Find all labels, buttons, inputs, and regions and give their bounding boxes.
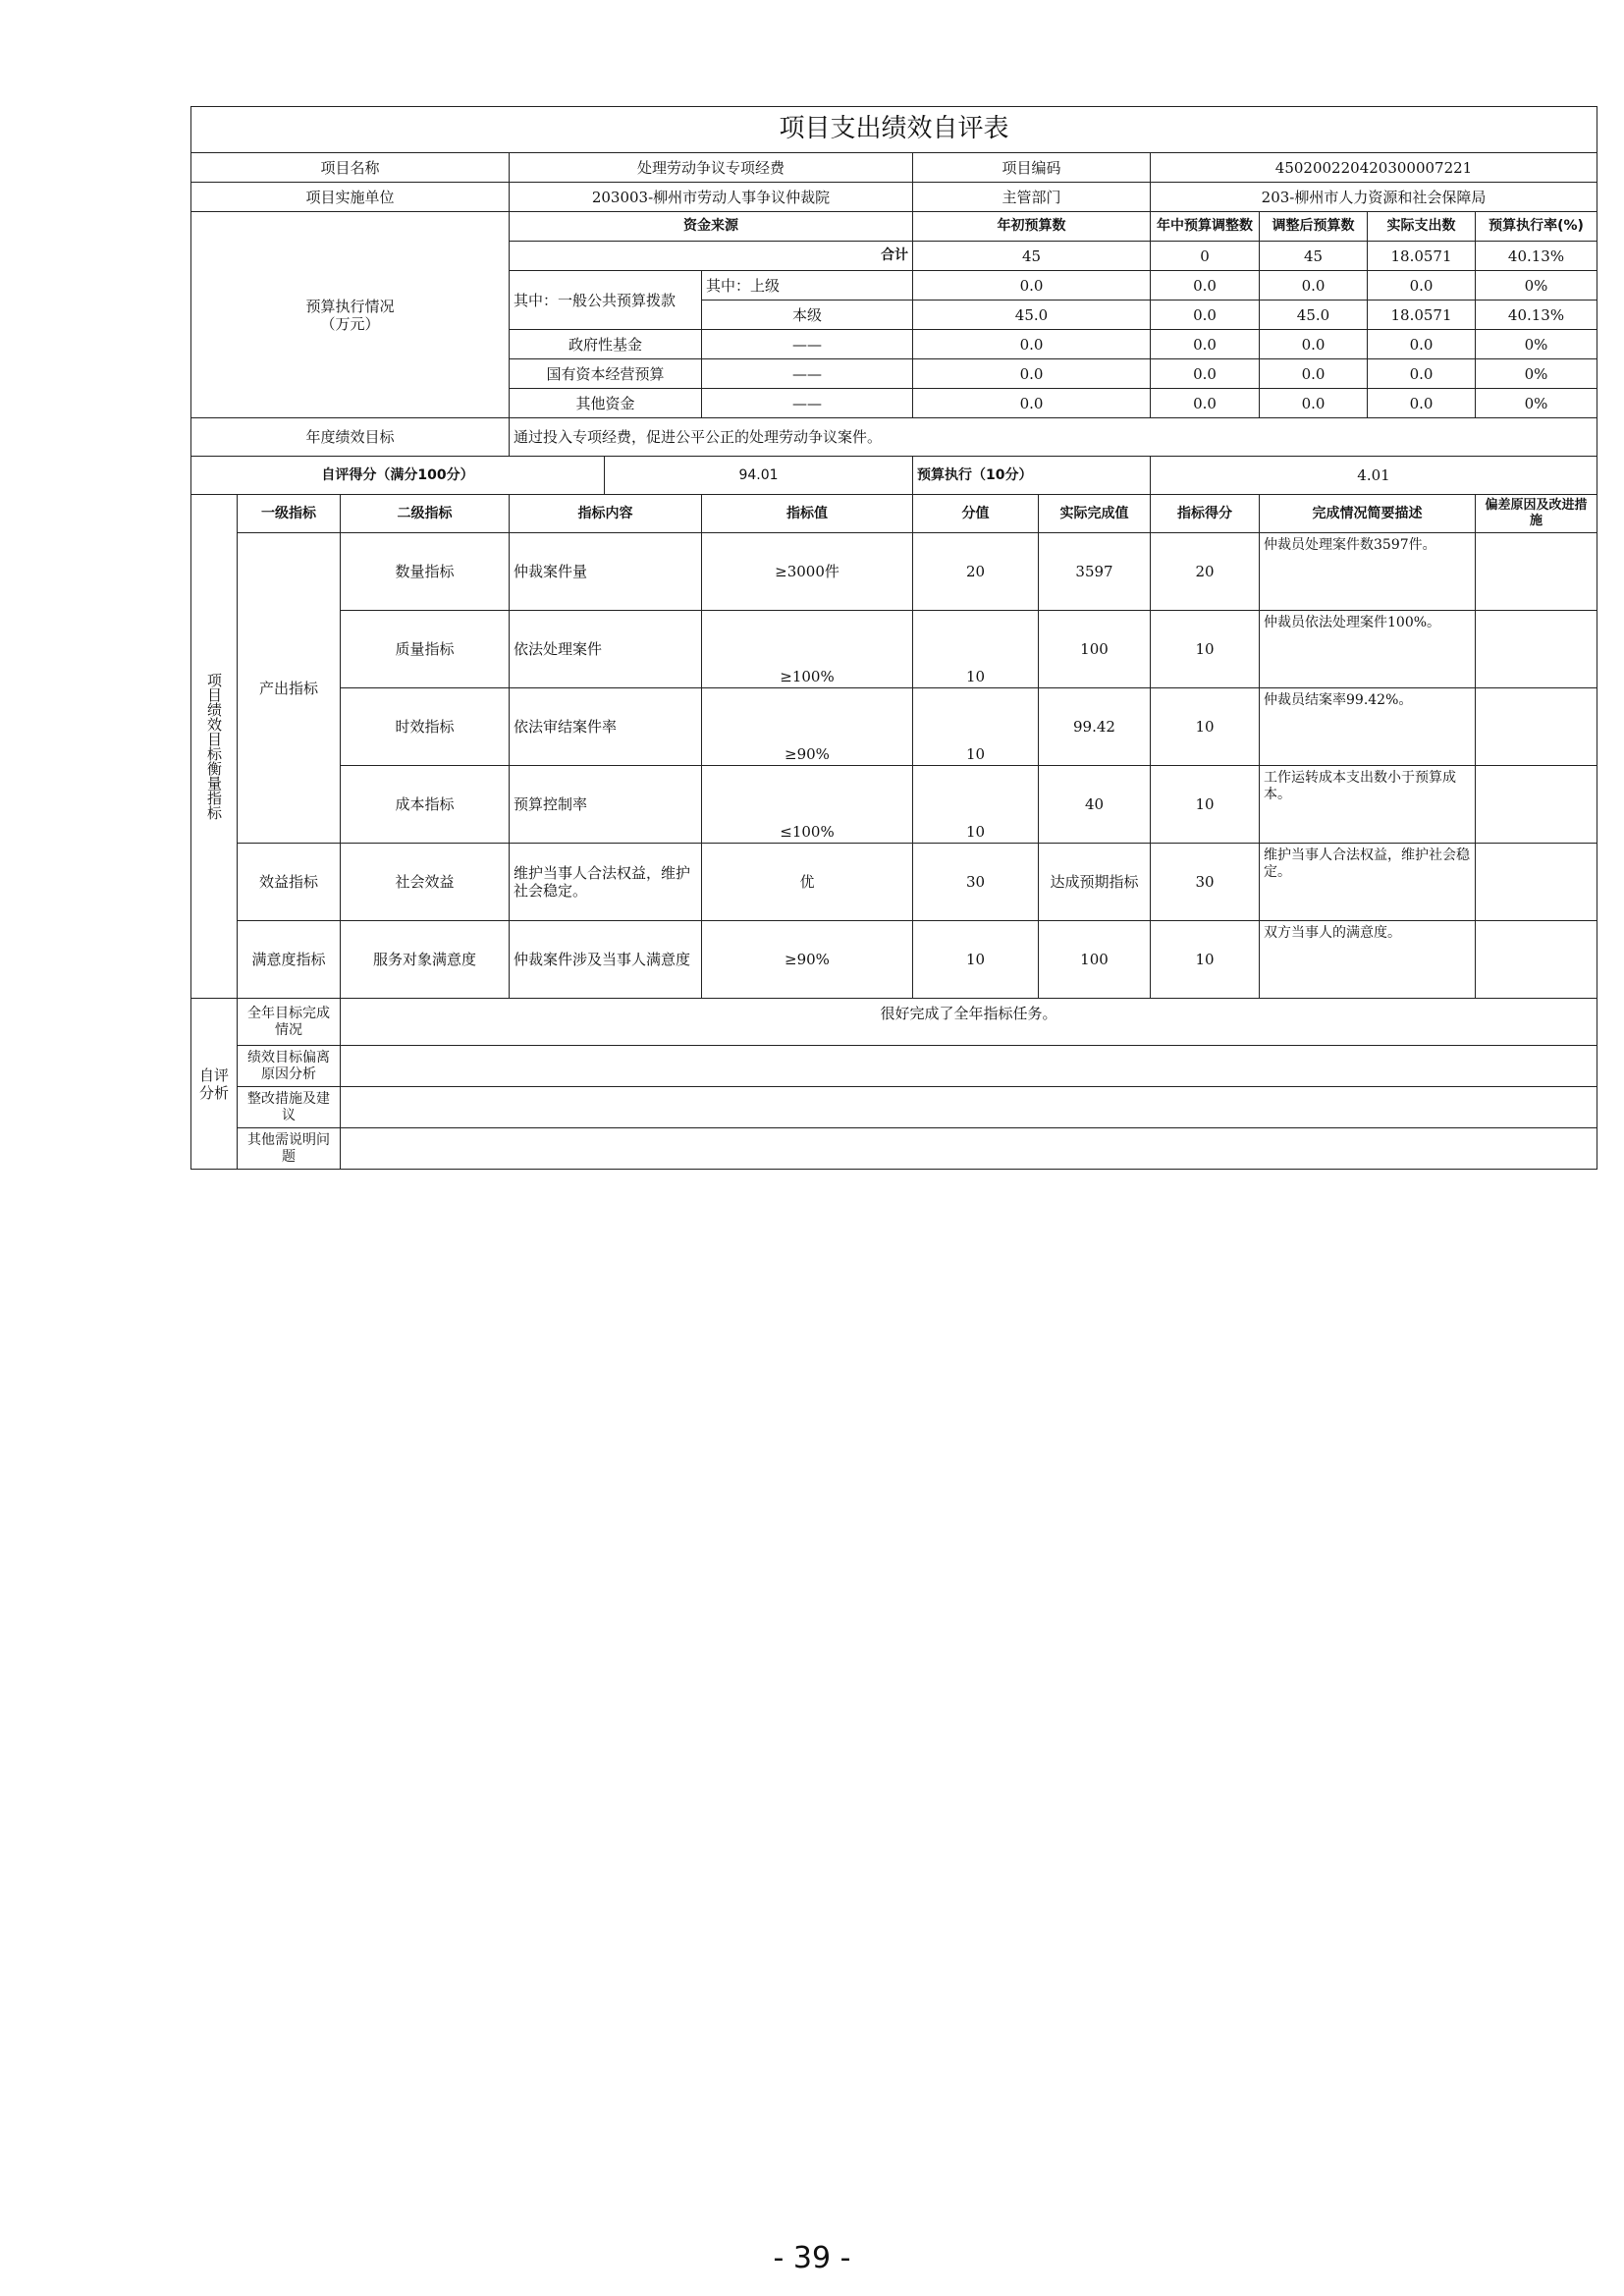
budget-upper-label: 其中：上级 bbox=[702, 271, 913, 301]
table-row-deviation bbox=[1476, 533, 1597, 611]
budget-header-initial: 年初预算数 bbox=[913, 212, 1151, 242]
budget-local-label: 本级 bbox=[702, 301, 913, 330]
budget-govfund-actual: 0.0 bbox=[1368, 330, 1476, 359]
table-row-actual: 3597 bbox=[1039, 533, 1151, 611]
self-eval-item-label: 全年目标完成情况 bbox=[238, 999, 341, 1046]
self-eval-item-text bbox=[341, 1128, 1597, 1170]
ind-header-first: 一级指标 bbox=[238, 495, 341, 533]
table-row-deviation bbox=[1476, 844, 1597, 921]
budget-exec-label: 预算执行（10分） bbox=[913, 457, 1151, 495]
budget-upper-adjust: 0.0 bbox=[1151, 271, 1260, 301]
table-row-actual: 40 bbox=[1039, 766, 1151, 844]
budget-total-label: 合计 bbox=[510, 242, 913, 271]
table-row-content: 依法审结案件率 bbox=[510, 688, 702, 766]
budget-govfund-label: 政府性基金 bbox=[510, 330, 702, 359]
budget-statecap-adjust: 0.0 bbox=[1151, 359, 1260, 389]
table-row-desc: 双方当事人的满意度。 bbox=[1260, 921, 1476, 999]
budget-label-line2: （万元） bbox=[320, 314, 380, 333]
budget-header-actual: 实际支出数 bbox=[1368, 212, 1476, 242]
budget-exec-value: 4.01 bbox=[1151, 457, 1597, 495]
budget-upper-rate: 0% bbox=[1476, 271, 1597, 301]
budget-upper-actual: 0.0 bbox=[1368, 271, 1476, 301]
budget-statecap-actual: 0.0 bbox=[1368, 359, 1476, 389]
table-row-score: 10 bbox=[913, 766, 1039, 844]
budget-other-dash: —— bbox=[702, 389, 913, 418]
budget-upper-initial: 0.0 bbox=[913, 271, 1151, 301]
ind-header-score: 分值 bbox=[913, 495, 1039, 533]
budget-govfund-rate: 0% bbox=[1476, 330, 1597, 359]
table-row-got: 20 bbox=[1151, 533, 1260, 611]
table-row-target: ≥100% bbox=[702, 611, 913, 688]
budget-other-initial: 0.0 bbox=[913, 389, 1151, 418]
table-row-score: 10 bbox=[913, 921, 1039, 999]
budget-other-actual: 0.0 bbox=[1368, 389, 1476, 418]
budget-other-adjust: 0.0 bbox=[1151, 389, 1260, 418]
table-row-second: 社会效益 bbox=[341, 844, 510, 921]
benefit-indicator-label: 效益指标 bbox=[238, 844, 341, 921]
table-row-target: ≤100% bbox=[702, 766, 913, 844]
table-row-got: 10 bbox=[1151, 766, 1260, 844]
budget-local-adjusted: 45.0 bbox=[1260, 301, 1368, 330]
table-row-actual: 100 bbox=[1039, 921, 1151, 999]
table-row-score: 10 bbox=[913, 688, 1039, 766]
table-row-deviation bbox=[1476, 766, 1597, 844]
table-title: 项目支出绩效自评表 bbox=[191, 107, 1597, 153]
self-eval-item-label: 其他需说明问题 bbox=[238, 1128, 341, 1170]
table-row-content: 依法处理案件 bbox=[510, 611, 702, 688]
table-row-target: ≥3000件 bbox=[702, 533, 913, 611]
table-row-desc: 仲裁员依法处理案件100%。 bbox=[1260, 611, 1476, 688]
table-row-actual: 达成预期指标 bbox=[1039, 844, 1151, 921]
table-row-desc: 仲裁员处理案件数3597件。 bbox=[1260, 533, 1476, 611]
table-row-got: 10 bbox=[1151, 688, 1260, 766]
dept-label: 主管部门 bbox=[913, 183, 1151, 212]
budget-header-source: 资金来源 bbox=[510, 212, 913, 242]
table-row-actual: 99.42 bbox=[1039, 688, 1151, 766]
table-row-got: 30 bbox=[1151, 844, 1260, 921]
table-row-content: 预算控制率 bbox=[510, 766, 702, 844]
budget-total-adjust: 0 bbox=[1151, 242, 1260, 271]
satisfaction-indicator-label: 满意度指标 bbox=[238, 921, 341, 999]
budget-total-adjusted: 45 bbox=[1260, 242, 1368, 271]
budget-other-adjusted: 0.0 bbox=[1260, 389, 1368, 418]
table-row-deviation bbox=[1476, 688, 1597, 766]
budget-local-actual: 18.0571 bbox=[1368, 301, 1476, 330]
budget-local-initial: 45.0 bbox=[913, 301, 1151, 330]
table-row-actual: 100 bbox=[1039, 611, 1151, 688]
self-eval-item-text bbox=[341, 1046, 1597, 1087]
impl-unit-label: 项目实施单位 bbox=[191, 183, 510, 212]
budget-govfund-adjusted: 0.0 bbox=[1260, 330, 1368, 359]
budget-govfund-dash: —— bbox=[702, 330, 913, 359]
ind-header-second: 二级指标 bbox=[341, 495, 510, 533]
table-row-desc: 仲裁员结案率99.42%。 bbox=[1260, 688, 1476, 766]
budget-other-label: 其他资金 bbox=[510, 389, 702, 418]
table-row-got: 10 bbox=[1151, 611, 1260, 688]
budget-local-adjust: 0.0 bbox=[1151, 301, 1260, 330]
table-row-target: ≥90% bbox=[702, 688, 913, 766]
budget-header-rate: 预算执行率(%) bbox=[1476, 212, 1597, 242]
ind-header-got: 指标得分 bbox=[1151, 495, 1260, 533]
table-row-deviation bbox=[1476, 921, 1597, 999]
ind-header-desc: 完成情况简要描述 bbox=[1260, 495, 1476, 533]
dept-value: 203-柳州市人力资源和社会保障局 bbox=[1151, 183, 1597, 212]
annual-goal-label: 年度绩效目标 bbox=[191, 418, 510, 457]
self-eval-item-label: 绩效目标偏离原因分析 bbox=[238, 1046, 341, 1087]
budget-govfund-adjust: 0.0 bbox=[1151, 330, 1260, 359]
table-row-content: 仲裁案件涉及当事人满意度 bbox=[510, 921, 702, 999]
self-score-value: 94.01 bbox=[605, 457, 913, 495]
budget-total-rate: 40.13% bbox=[1476, 242, 1597, 271]
table-row-target: ≥90% bbox=[702, 921, 913, 999]
ind-header-deviation: 偏差原因及改进措施 bbox=[1476, 495, 1597, 533]
budget-statecap-dash: —— bbox=[702, 359, 913, 389]
self-eval-item-text: 很好完成了全年指标任务。 bbox=[341, 999, 1597, 1046]
self-eval-item-text bbox=[341, 1087, 1597, 1128]
table-row-score: 30 bbox=[913, 844, 1039, 921]
budget-other-rate: 0% bbox=[1476, 389, 1597, 418]
annual-goal-text: 通过投入专项经费，促进公平公正的处理劳动争议案件。 bbox=[510, 418, 1597, 457]
performance-self-evaluation-table bbox=[190, 106, 1597, 1170]
budget-header-adjust: 年中预算调整数 bbox=[1151, 212, 1260, 242]
impl-unit-value: 203003-柳州市劳动人事争议仲裁院 bbox=[510, 183, 913, 212]
budget-local-rate: 40.13% bbox=[1476, 301, 1597, 330]
budget-section-label bbox=[191, 212, 510, 418]
budget-total-initial: 45 bbox=[913, 242, 1151, 271]
table-row-second: 服务对象满意度 bbox=[341, 921, 510, 999]
budget-upper-adjusted: 0.0 bbox=[1260, 271, 1368, 301]
project-name-label: 项目名称 bbox=[191, 153, 510, 183]
table-row-deviation bbox=[1476, 611, 1597, 688]
self-score-label: 自评得分（满分100分） bbox=[191, 457, 605, 495]
project-code-label: 项目编码 bbox=[913, 153, 1151, 183]
budget-general-label: 其中：一般公共预算拨款 bbox=[510, 271, 702, 330]
output-indicator-label: 产出指标 bbox=[238, 533, 341, 844]
budget-header-adjusted: 调整后预算数 bbox=[1260, 212, 1368, 242]
self-eval-item-label: 整改措施及建议 bbox=[238, 1087, 341, 1128]
table-row-score: 10 bbox=[913, 611, 1039, 688]
budget-total-actual: 18.0571 bbox=[1368, 242, 1476, 271]
budget-statecap-initial: 0.0 bbox=[913, 359, 1151, 389]
budget-statecap-rate: 0% bbox=[1476, 359, 1597, 389]
budget-govfund-initial: 0.0 bbox=[913, 330, 1151, 359]
table-row-content: 维护当事人合法权益，维护社会稳定。 bbox=[510, 844, 702, 921]
table-row-target: 优 bbox=[702, 844, 913, 921]
ind-header-content: 指标内容 bbox=[510, 495, 702, 533]
table-row-desc: 工作运转成本支出数小于预算成本。 bbox=[1260, 766, 1476, 844]
table-row-second: 成本指标 bbox=[341, 766, 510, 844]
budget-statecap-label: 国有资本经营预算 bbox=[510, 359, 702, 389]
project-name-value: 处理劳动争议专项经费 bbox=[510, 153, 913, 183]
table-row-second: 时效指标 bbox=[341, 688, 510, 766]
project-code-value: 450200220420300007221 bbox=[1151, 153, 1597, 183]
table-row-content: 仲裁案件量 bbox=[510, 533, 702, 611]
self-eval-section-label: 自评分析 bbox=[191, 999, 238, 1170]
indicator-section-label: 项目绩效目标衡量指标 bbox=[191, 495, 238, 999]
ind-header-actual: 实际完成值 bbox=[1039, 495, 1151, 533]
table-row-second: 数量指标 bbox=[341, 533, 510, 611]
budget-label-line1: 预算执行情况 bbox=[305, 297, 395, 315]
ind-header-target: 指标值 bbox=[702, 495, 913, 533]
page-number: - 39 - bbox=[773, 2241, 851, 2275]
table-row-got: 10 bbox=[1151, 921, 1260, 999]
budget-statecap-adjusted: 0.0 bbox=[1260, 359, 1368, 389]
table-row-desc: 维护当事人合法权益，维护社会稳定。 bbox=[1260, 844, 1476, 921]
table-row-score: 20 bbox=[913, 533, 1039, 611]
table-row-second: 质量指标 bbox=[341, 611, 510, 688]
